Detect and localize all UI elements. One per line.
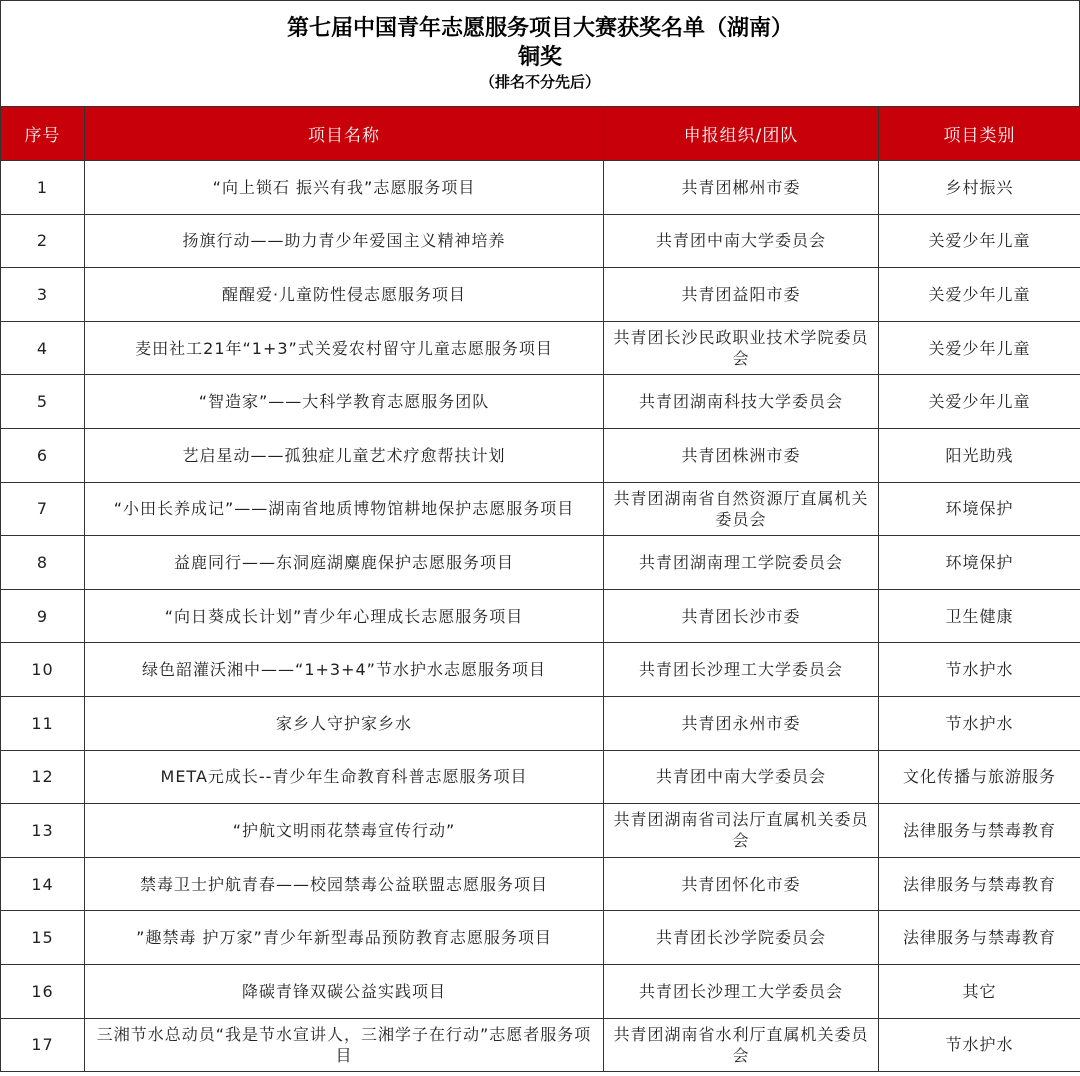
cell-category: 法律服务与禁毒教育 — [879, 911, 1080, 965]
cell-project-name: 醒醒爱·儿童防性侵志愿服务项目 — [85, 268, 604, 322]
cell-organization: 共青团长沙理工大学委员会 — [604, 643, 879, 697]
cell-project-name: “向日葵成长计划”青少年心理成长志愿服务项目 — [85, 589, 604, 643]
cell-number: 4 — [1, 321, 85, 375]
cell-project-name: 麦田社工21年“1+3”式关爱农村留守儿童志愿服务项目 — [85, 321, 604, 375]
cell-number: 9 — [1, 589, 85, 643]
table-row — [1, 696, 1080, 750]
table-body — [1, 161, 1080, 1072]
cell-number: 11 — [1, 696, 85, 750]
table-row — [1, 268, 1080, 322]
cell-project-name: “护航文明雨花禁毒宣传行动” — [85, 804, 604, 858]
page-title: 第七届中国青年志愿服务项目大赛获奖名单（湖南） — [286, 15, 793, 41]
cell-project-name: 三湘节水总动员“我是节水宣讲人，三湘学子在行动”志愿者服务项目 — [85, 1018, 604, 1072]
cell-organization: 共青团长沙理工大学委员会 — [604, 964, 879, 1018]
cell-category: 阳光助残 — [879, 428, 1080, 482]
table-row — [1, 482, 1080, 536]
cell-category: 法律服务与禁毒教育 — [879, 857, 1080, 911]
cell-category: 环境保护 — [879, 536, 1080, 590]
table-row — [1, 321, 1080, 375]
cell-project-name: 艺启星动——孤独症儿童艺术疗愈帮扶计划 — [85, 428, 604, 482]
cell-number: 10 — [1, 643, 85, 697]
table-row — [1, 161, 1080, 215]
table-row — [1, 804, 1080, 858]
column-header-category: 项目类别 — [879, 107, 1080, 161]
cell-project-name: META元成长--青少年生命教育科普志愿服务项目 — [85, 750, 604, 804]
column-header-organization: 申报组织/团队 — [604, 107, 879, 161]
cell-project-name: 扬旗行动——助力青少年爱国主义精神培养 — [85, 214, 604, 268]
column-header-number: 序号 — [1, 107, 85, 161]
cell-project-name: “向上锁石 振兴有我”志愿服务项目 — [85, 161, 604, 215]
cell-organization: 共青团株洲市委 — [604, 428, 879, 482]
cell-category: 关爱少年儿童 — [879, 268, 1080, 322]
cell-number: 7 — [1, 482, 85, 536]
table-row — [1, 964, 1080, 1018]
cell-number: 15 — [1, 911, 85, 965]
cell-category: 关爱少年儿童 — [879, 321, 1080, 375]
cell-number: 1 — [1, 161, 85, 215]
cell-project-name: “智造家”——大科学教育志愿服务团队 — [85, 375, 604, 429]
cell-category: 关爱少年儿童 — [879, 375, 1080, 429]
cell-number: 13 — [1, 804, 85, 858]
cell-number: 14 — [1, 857, 85, 911]
cell-category: 卫生健康 — [879, 589, 1080, 643]
award-level: 铜奖 — [517, 44, 562, 70]
cell-number: 12 — [1, 750, 85, 804]
cell-number: 5 — [1, 375, 85, 429]
cell-organization: 共青团湖南省自然资源厅直属机关委员会 — [604, 482, 879, 536]
cell-project-name: “小田长养成记”——湖南省地质博物馆耕地保护志愿服务项目 — [85, 482, 604, 536]
cell-number: 16 — [1, 964, 85, 1018]
cell-project-name: 降碳青锋双碳公益实践项目 — [85, 964, 604, 1018]
cell-organization: 共青团郴州市委 — [604, 161, 879, 215]
table-row — [1, 911, 1080, 965]
table-row — [1, 428, 1080, 482]
cell-organization: 共青团湖南科技大学委员会 — [604, 375, 879, 429]
cell-organization: 共青团怀化市委 — [604, 857, 879, 911]
cell-number: 2 — [1, 214, 85, 268]
table-row — [1, 536, 1080, 590]
cell-category: 其它 — [879, 964, 1080, 1018]
cell-category: 关爱少年儿童 — [879, 214, 1080, 268]
cell-category: 节水护水 — [879, 1018, 1080, 1072]
table-row — [1, 857, 1080, 911]
cell-project-name: 禁毒卫士护航青春——校园禁毒公益联盟志愿服务项目 — [85, 857, 604, 911]
cell-organization: 共青团湖南省司法厅直属机关委员会 — [604, 804, 879, 858]
table-row — [1, 589, 1080, 643]
cell-category: 环境保护 — [879, 482, 1080, 536]
table-row — [1, 1018, 1080, 1072]
table-row — [1, 375, 1080, 429]
cell-organization: 共青团湖南省水利厅直属机关委员会 — [604, 1018, 879, 1072]
cell-category: 节水护水 — [879, 696, 1080, 750]
cell-organization: 共青团益阳市委 — [604, 268, 879, 322]
cell-organization: 共青团中南大学委员会 — [604, 214, 879, 268]
header-row — [1, 107, 1080, 161]
cell-organization: 共青团长沙市委 — [604, 589, 879, 643]
cell-organization: 共青团中南大学委员会 — [604, 750, 879, 804]
column-header-project: 项目名称 — [85, 107, 604, 161]
cell-number: 17 — [1, 1018, 85, 1072]
ranking-note: （排名不分先后） — [479, 73, 600, 91]
cell-project-name: 绿色韶灌沃湘中——“1+3+4”节水护水志愿服务项目 — [85, 643, 604, 697]
cell-organization: 共青团湖南理工学院委员会 — [604, 536, 879, 590]
table-row — [1, 214, 1080, 268]
cell-organization: 共青团长沙民政职业技术学院委员会 — [604, 321, 879, 375]
cell-category: 节水护水 — [879, 643, 1080, 697]
cell-number: 8 — [1, 536, 85, 590]
title-block — [0, 0, 1080, 106]
cell-organization: 共青团长沙学院委员会 — [604, 911, 879, 965]
cell-category: 文化传播与旅游服务 — [879, 750, 1080, 804]
cell-number: 3 — [1, 268, 85, 322]
table-header — [1, 107, 1080, 161]
cell-project-name: 家乡人守护家乡水 — [85, 696, 604, 750]
cell-project-name: 益鹿同行——东洞庭湖麋鹿保护志愿服务项目 — [85, 536, 604, 590]
cell-organization: 共青团永州市委 — [604, 696, 879, 750]
cell-category: 法律服务与禁毒教育 — [879, 804, 1080, 858]
cell-category: 乡村振兴 — [879, 161, 1080, 215]
table-row — [1, 643, 1080, 697]
award-table — [0, 106, 1080, 1072]
cell-project-name: ”趣禁毒 护万家”青少年新型毒品预防教育志愿服务项目 — [85, 911, 604, 965]
cell-number: 6 — [1, 428, 85, 482]
table-row — [1, 750, 1080, 804]
